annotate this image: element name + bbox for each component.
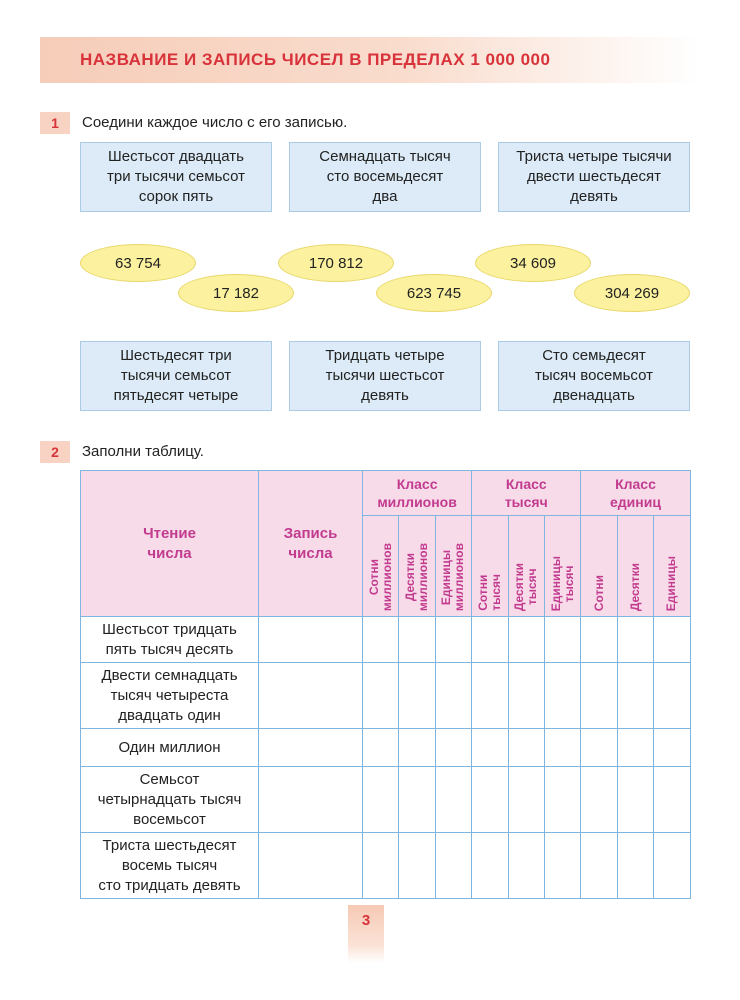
digit-cell[interactable]: [363, 767, 399, 833]
digit-cell[interactable]: [363, 833, 399, 899]
digit-cell[interactable]: [654, 729, 690, 767]
header-line: Десятки: [512, 562, 527, 611]
col-header-reading: [81, 471, 259, 617]
place-header-millions: [435, 516, 471, 617]
row-line: сто тридцать девять: [98, 876, 241, 894]
row-reading-cell: [81, 729, 259, 767]
digit-cell[interactable]: [363, 617, 399, 663]
card-line: Семнадцать тысяч: [319, 148, 451, 165]
card-line: тысячи шестьсот: [325, 367, 445, 384]
digit-cell[interactable]: [399, 833, 435, 899]
header-line: Сотни: [366, 558, 381, 596]
digit-cell[interactable]: [472, 663, 508, 729]
header-line: миллионов: [416, 542, 431, 611]
place-header-ten-millions: [399, 516, 435, 617]
card-line: двести шестьдесят: [527, 168, 661, 185]
digit-cell[interactable]: [472, 833, 508, 899]
class-header-units: [581, 471, 690, 516]
digit-cell[interactable]: [435, 729, 471, 767]
number-oval[interactable]: 170 812: [278, 244, 394, 282]
digit-cell[interactable]: [581, 729, 617, 767]
card-line: сто восемьдесят: [326, 168, 444, 185]
digit-cell[interactable]: [544, 617, 580, 663]
digit-cell[interactable]: [508, 617, 544, 663]
digit-cell[interactable]: [435, 833, 471, 899]
card-line: тысяч восемьсот: [535, 367, 653, 384]
header-line: тысяч: [488, 574, 503, 611]
digit-cell[interactable]: [654, 767, 690, 833]
row-line: тысяч четыреста: [110, 686, 229, 704]
digit-cell[interactable]: [617, 663, 653, 729]
header-line: числа: [288, 544, 333, 562]
row-line: восемьсот: [133, 810, 206, 828]
writing-input-cell[interactable]: [259, 663, 363, 729]
digit-cell[interactable]: [472, 729, 508, 767]
word-card[interactable]: [498, 142, 690, 212]
digit-cell[interactable]: [654, 833, 690, 899]
col-header-writing: [259, 471, 363, 617]
card-line: Шестьдесят три: [120, 347, 232, 364]
row-reading-cell: [81, 767, 259, 833]
word-card[interactable]: [289, 341, 481, 411]
digit-cell[interactable]: [472, 617, 508, 663]
table-row: [81, 617, 691, 663]
header-line: тысяч: [561, 564, 576, 602]
place-header-hundred-millions: [363, 516, 399, 617]
row-line: Триста шестьдесят: [102, 836, 237, 854]
digit-cell[interactable]: [508, 833, 544, 899]
digit-cell[interactable]: [508, 729, 544, 767]
place-header-hundred-thousands: [472, 516, 508, 617]
digit-cell[interactable]: [581, 663, 617, 729]
card-line: три тысячи семьсот: [107, 168, 245, 185]
writing-input-cell[interactable]: [259, 833, 363, 899]
place-header-thousands: [544, 516, 580, 617]
digit-cell[interactable]: [617, 729, 653, 767]
row-reading-cell: [81, 833, 259, 899]
task-2-instruction: Заполни таблицу.: [82, 443, 204, 460]
header-line: миллионов: [452, 542, 467, 611]
header-line: Десятки: [403, 552, 418, 601]
digit-cell[interactable]: [581, 833, 617, 899]
number-oval[interactable]: 304 269: [574, 274, 690, 312]
digit-cell[interactable]: [544, 767, 580, 833]
header-line: миллионов: [379, 542, 394, 611]
writing-input-cell[interactable]: [259, 767, 363, 833]
task-1-number: 1: [40, 112, 70, 134]
header-line: Класс: [396, 476, 438, 492]
header-line: Чтение: [143, 524, 196, 542]
header-line: тысяч: [525, 568, 540, 606]
table-row: [81, 663, 691, 729]
place-header-tens: [617, 516, 653, 617]
card-line: два: [372, 188, 398, 205]
row-line: восемь тысяч: [121, 856, 218, 874]
digit-cell[interactable]: [399, 729, 435, 767]
row-line: двадцать один: [118, 706, 221, 724]
number-oval[interactable]: 63 754: [80, 244, 196, 282]
card-line: сорок пять: [138, 188, 214, 205]
digit-cell[interactable]: [363, 729, 399, 767]
header-line: Единицы: [439, 549, 454, 605]
digit-cell[interactable]: [363, 663, 399, 729]
row-line: Шестьсот тридцать: [102, 620, 237, 638]
place-value-table: [80, 470, 691, 899]
card-line: Сто семьдесят: [542, 347, 646, 364]
digit-cell[interactable]: [617, 767, 653, 833]
header-line: Сотни: [475, 574, 490, 611]
task-2-number: 2: [40, 441, 70, 463]
task-1-instruction: Соедини каждое число с его записью.: [82, 114, 348, 131]
place-header-ten-thousands: [508, 516, 544, 617]
digit-cell[interactable]: [581, 617, 617, 663]
digit-cell[interactable]: [544, 663, 580, 729]
digit-cell[interactable]: [399, 767, 435, 833]
header-line: Класс: [615, 476, 656, 492]
header-line: числа: [147, 544, 192, 562]
digit-cell[interactable]: [654, 617, 690, 663]
header-line: миллионов: [377, 494, 457, 510]
card-line: тысячи семьсот: [120, 367, 232, 384]
place-header-units: [654, 516, 690, 617]
class-header-thousands: [472, 471, 581, 516]
digit-cell[interactable]: [435, 767, 471, 833]
page-number: 3: [361, 912, 371, 929]
digit-cell[interactable]: [472, 767, 508, 833]
word-card[interactable]: [80, 142, 272, 212]
digit-cell[interactable]: [617, 833, 653, 899]
row-line: Двести семнадцать: [101, 666, 238, 684]
card-line: Триста четыре тысячи: [516, 148, 672, 165]
header-line: Запись: [283, 524, 338, 542]
table-row: [81, 833, 691, 899]
writing-input-cell[interactable]: [259, 729, 363, 767]
word-card[interactable]: [498, 341, 690, 411]
digit-cell[interactable]: [544, 833, 580, 899]
digit-cell[interactable]: [399, 617, 435, 663]
digit-cell[interactable]: [399, 663, 435, 729]
digit-cell[interactable]: [544, 729, 580, 767]
digit-cell[interactable]: [435, 617, 471, 663]
number-oval[interactable]: 34 609: [475, 244, 591, 282]
page-title: НАЗВАНИЕ И ЗАПИСЬ ЧИСЕЛ В ПРЕДЕЛАХ 1 000 000: [80, 50, 551, 69]
row-reading-cell: [81, 663, 259, 729]
digit-cell[interactable]: [508, 767, 544, 833]
header-line: единиц: [609, 494, 661, 510]
row-line: четырнадцать тысяч: [97, 790, 242, 808]
number-oval[interactable]: 17 182: [178, 274, 294, 312]
table-row: [81, 767, 691, 833]
digit-cell[interactable]: [508, 663, 544, 729]
card-line: двенадцать: [553, 387, 635, 404]
card-line: Шестьсот двадцать: [108, 148, 244, 165]
class-header-millions: [363, 471, 472, 516]
word-card[interactable]: [80, 341, 272, 411]
header-line: Единицы: [548, 555, 563, 611]
header-line: Сотни: [591, 574, 606, 611]
header-line: Десятки: [627, 562, 642, 611]
table-row: [81, 729, 691, 767]
row-line: Один миллион: [118, 738, 221, 756]
digit-cell[interactable]: [435, 663, 471, 729]
row-reading-cell: [81, 617, 259, 663]
card-line: пятьдесят четыре: [113, 387, 239, 404]
header-line: тысяч: [504, 494, 548, 510]
card-line: девять: [361, 387, 409, 404]
word-card[interactable]: [289, 142, 481, 212]
digit-cell[interactable]: [581, 767, 617, 833]
header-line: Единицы: [664, 555, 679, 611]
card-line: девять: [570, 188, 618, 205]
number-oval[interactable]: 623 745: [376, 274, 492, 312]
header-line: Класс: [505, 476, 547, 492]
writing-input-cell[interactable]: [259, 617, 363, 663]
row-line: Семьсот: [139, 770, 200, 788]
digit-cell[interactable]: [654, 663, 690, 729]
place-header-hundreds: [581, 516, 617, 617]
row-line: пять тысяч десять: [105, 640, 234, 658]
card-line: Тридцать четыре: [325, 347, 445, 364]
digit-cell[interactable]: [617, 617, 653, 663]
